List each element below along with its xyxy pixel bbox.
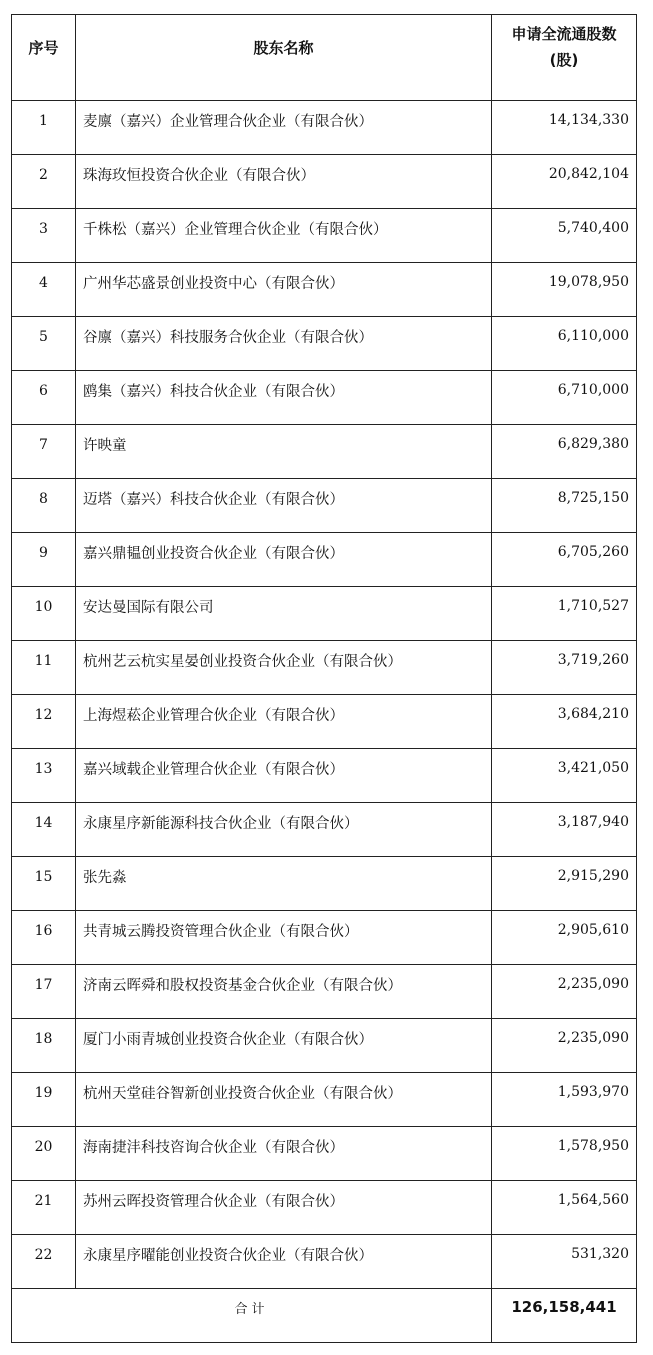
shareholder-name: 许映童 <box>76 425 492 479</box>
shareholder-name: 上海煜菘企业管理合伙企业（有限合伙） <box>76 695 492 749</box>
share-count: 1,578,950 <box>492 1127 637 1181</box>
shareholder-name: 千株松（嘉兴）企业管理合伙企业（有限合伙） <box>76 209 492 263</box>
share-count: 20,842,104 <box>492 155 637 209</box>
header-name <box>76 15 492 101</box>
shareholder-name: 嘉兴域载企业管理合伙企业（有限合伙） <box>76 749 492 803</box>
table-row <box>12 209 637 263</box>
shareholder-name: 海南捷沣科技咨询合伙企业（有限合伙） <box>76 1127 492 1181</box>
share-count: 6,110,000 <box>492 317 637 371</box>
shareholder-name: 嘉兴鼎韫创业投资合伙企业（有限合伙） <box>76 533 492 587</box>
share-count: 3,684,210 <box>492 695 637 749</box>
row-index: 16 <box>12 911 76 965</box>
share-count: 2,235,090 <box>492 1019 637 1073</box>
shareholder-name: 共青城云腾投资管理合伙企业（有限合伙） <box>76 911 492 965</box>
table-row <box>12 479 637 533</box>
table-header-row <box>12 15 637 101</box>
table-row <box>12 425 637 479</box>
share-count: 1,593,970 <box>492 1073 637 1127</box>
table-body <box>12 101 637 1289</box>
table-row <box>12 587 637 641</box>
row-index: 7 <box>12 425 76 479</box>
header-name-label: 股东名称 <box>253 39 314 57</box>
shareholder-name: 迈塔（嘉兴）科技合伙企业（有限合伙） <box>76 479 492 533</box>
row-index: 2 <box>12 155 76 209</box>
row-index: 20 <box>12 1127 76 1181</box>
table-row <box>12 857 637 911</box>
header-shares-label: 申请全流通股数 <box>511 25 617 43</box>
share-count: 531,320 <box>492 1235 637 1289</box>
table-row <box>12 803 637 857</box>
table-row <box>12 317 637 371</box>
row-index: 4 <box>12 263 76 317</box>
table-row <box>12 263 637 317</box>
table-row <box>12 965 637 1019</box>
shareholder-name: 济南云晖舜和股权投资基金合伙企业（有限合伙） <box>76 965 492 1019</box>
shareholder-name: 永康星序曜能创业投资合伙企业（有限合伙） <box>76 1235 492 1289</box>
shareholder-table <box>11 14 637 1343</box>
share-count: 2,235,090 <box>492 965 637 1019</box>
header-shares <box>492 15 637 101</box>
row-index: 1 <box>12 101 76 155</box>
table-row <box>12 371 637 425</box>
table-row <box>12 911 637 965</box>
table-row <box>12 1019 637 1073</box>
row-index: 14 <box>12 803 76 857</box>
shareholder-name: 安达曼国际有限公司 <box>76 587 492 641</box>
share-count: 3,719,260 <box>492 641 637 695</box>
share-count: 2,915,290 <box>492 857 637 911</box>
total-value: 126,158,441 <box>492 1289 637 1343</box>
row-index: 8 <box>12 479 76 533</box>
row-index: 15 <box>12 857 76 911</box>
shareholder-name: 鸥集（嘉兴）科技合伙企业（有限合伙） <box>76 371 492 425</box>
share-count: 19,078,950 <box>492 263 637 317</box>
row-index: 6 <box>12 371 76 425</box>
row-index: 12 <box>12 695 76 749</box>
shareholder-name: 苏州云晖投资管理合伙企业（有限合伙） <box>76 1181 492 1235</box>
shareholder-name: 张先淼 <box>76 857 492 911</box>
header-shares-unit: (股) <box>549 51 579 69</box>
row-index: 17 <box>12 965 76 1019</box>
header-index-label: 序号 <box>28 39 59 57</box>
table-row <box>12 101 637 155</box>
shareholder-name: 厦门小雨青城创业投资合伙企业（有限合伙） <box>76 1019 492 1073</box>
shareholder-name: 广州华芯盛景创业投资中心（有限合伙） <box>76 263 492 317</box>
share-count: 6,705,260 <box>492 533 637 587</box>
shareholder-name: 麦廪（嘉兴）企业管理合伙企业（有限合伙） <box>76 101 492 155</box>
row-index: 18 <box>12 1019 76 1073</box>
table-row <box>12 749 637 803</box>
total-label: 合计 <box>12 1289 492 1343</box>
shareholder-name: 谷廪（嘉兴）科技服务合伙企业（有限合伙） <box>76 317 492 371</box>
share-count: 6,710,000 <box>492 371 637 425</box>
share-count: 3,421,050 <box>492 749 637 803</box>
row-index: 13 <box>12 749 76 803</box>
row-index: 11 <box>12 641 76 695</box>
shareholder-name: 永康星序新能源科技合伙企业（有限合伙） <box>76 803 492 857</box>
share-count: 14,134,330 <box>492 101 637 155</box>
share-count: 1,564,560 <box>492 1181 637 1235</box>
table-row <box>12 695 637 749</box>
share-count: 3,187,940 <box>492 803 637 857</box>
table-row <box>12 533 637 587</box>
shareholder-name: 杭州天堂硅谷智新创业投资合伙企业（有限合伙） <box>76 1073 492 1127</box>
row-index: 9 <box>12 533 76 587</box>
share-count: 5,740,400 <box>492 209 637 263</box>
header-index <box>12 15 76 101</box>
total-row <box>12 1289 637 1343</box>
row-index: 21 <box>12 1181 76 1235</box>
table-row <box>12 1127 637 1181</box>
table-row <box>12 1073 637 1127</box>
shareholder-name: 珠海玫恒投资合伙企业（有限合伙） <box>76 155 492 209</box>
shareholder-name: 杭州艺云杭实星晏创业投资合伙企业（有限合伙） <box>76 641 492 695</box>
table-row <box>12 155 637 209</box>
row-index: 10 <box>12 587 76 641</box>
share-count: 6,829,380 <box>492 425 637 479</box>
share-count: 8,725,150 <box>492 479 637 533</box>
table-row <box>12 1181 637 1235</box>
row-index: 5 <box>12 317 76 371</box>
row-index: 3 <box>12 209 76 263</box>
row-index: 22 <box>12 1235 76 1289</box>
table-row <box>12 1235 637 1289</box>
row-index: 19 <box>12 1073 76 1127</box>
table-row <box>12 641 637 695</box>
share-count: 2,905,610 <box>492 911 637 965</box>
share-count: 1,710,527 <box>492 587 637 641</box>
